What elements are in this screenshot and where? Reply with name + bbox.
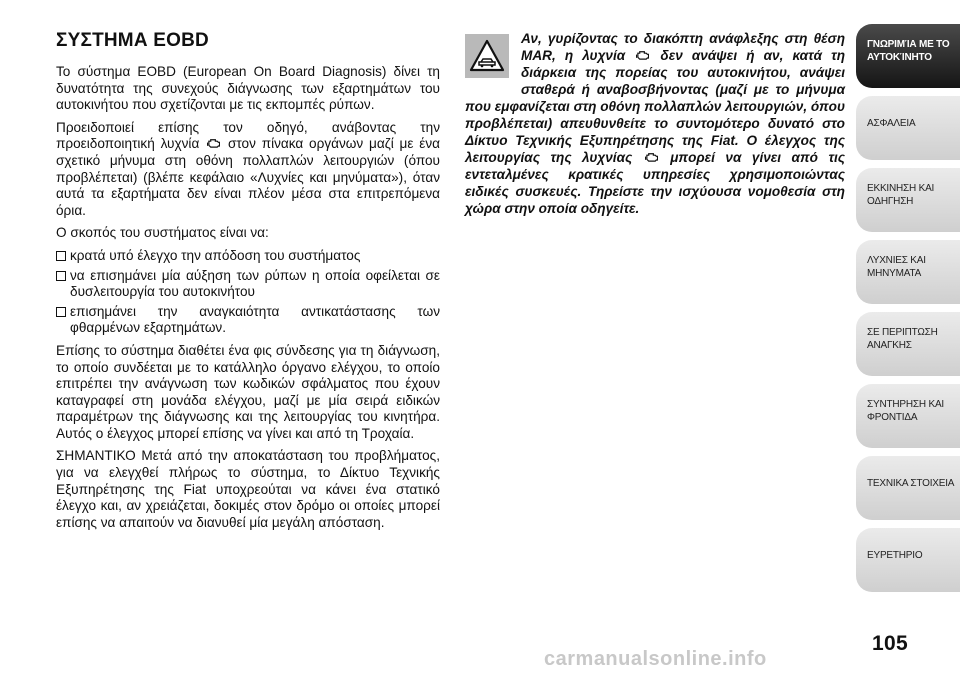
paragraph-purpose: Ο σκοπός του συστήματος είναι να: (56, 225, 269, 241)
checkbox-bullet-icon (56, 271, 66, 281)
list-item: επισημάνει την αναγκαιότητα αντικατάστασης των φθαρμένων εξαρτημάτων. (56, 304, 440, 337)
list-item: κρατά υπό έλεγχο την απόδοση του συστήματος (56, 248, 440, 265)
engine-warning-icon (207, 138, 220, 149)
main-text-column (56, 22, 440, 537)
paragraph-intro: Το σύστημα EOBD (European On Board Diagnosis) δίνει τη δυνατότητα της συνεχούς διάγνωσης των εξαρτημάτων του αυτοκινήτου που σχετίζονται με τις εκπομπές ρύπων. (56, 64, 440, 113)
checkbox-bullet-icon (56, 307, 66, 317)
warning-triangle-car-icon (465, 34, 509, 78)
paragraph-text: Προειδοποιεί επίσης τον οδηγό, ανάβοντας την προειδοποιητική λυχνία (56, 119, 440, 152)
tab-starting-and-driving[interactable]: ΕΚΚΙΝΗΣΗ ΚΑΙ ΟΔΗΓΗΣΗ (856, 168, 960, 232)
tab-warning-lights-and-messages[interactable]: ΛΥΧΝΙΕΣ ΚΑΙ ΜΗΝΥΜΑΤΑ (856, 240, 960, 304)
tab-safety[interactable]: ΑΣΦΑΛΕΙΑ (856, 96, 960, 160)
tab-maintenance-and-care[interactable]: ΣΥΝΤΗΡΗΣΗ ΚΑΙ ΦΡΟΝΤΙΔΑ (856, 384, 960, 448)
section-title: ΣΥΣΤΗΜΑ EOBD (56, 30, 209, 51)
tab-technical-specifications[interactable]: ΤΕΧΝΙΚΑ ΣΤΟΙΧΕΙΑ (856, 456, 960, 520)
watermark: carmanualsonline.info (544, 648, 767, 670)
warning-text: Αν, γυρίζοντας το διακόπτη ανάφλεξης στη θέση MAR, η λυχνία δεν ανάψει ή αν, κατά τη διάρκεια της πορείας του αυτοκινήτου, ανάψει σταθερά ή αναβοσβήνοντας (μαζί με το μήνυμα που εμφανίζεται στη οθόνη πολλαπλών λειτουργιών, όπου προβλέπεται) απευθυνθείτε το συντομότερο δυνατό στο Δίκτυο Τεχνικής Εξυπηρέτησης της Fiat. Ο έλεγχος της λειτουργίας της λυχνίας μπορεί να γίνει από τις εντεταλμένες κρατικές υπηρεσίες χρησιμοποιώντας ειδικές συσκευές. Τηρείστε την ισχύουσα νομοθεσία στη χώρα στην οποία οδηγείτε. (465, 31, 846, 216)
chapter-tabs (856, 24, 960, 600)
paragraph-important: ΣΗΜΑΝΤΙΚΟ Μετά από την αποκατάσταση του προβλήματος, για να ελεγχθεί πλήρως το σύστημα, το Δίκτυο Τεχνικής Εξυπηρέτησης της Fiat υποχρεούται να κάνει ένα στατικό έλεγχο και, αν χρειάζεται, δοκιμές στον δρόμο οι οποίες μπορεί επίσης να απαιτούν να διανυθεί μία μεγάλη απόσταση. (56, 448, 440, 530)
tab-index[interactable]: ΕΥΡΕΤΗΡΙΟ (856, 528, 960, 592)
engine-warning-icon (636, 50, 649, 61)
warning-box (465, 30, 845, 217)
paragraph-text: στον πίνακα οργάνων μαζί με ένα σχετικό μήνυμα στη οθόνη πολλαπλών λειτουργιών (όπου προβλέπεται) (βλέπε κεφάλαιο «Λυχνίες και μηνύματα»), όταν αυτά τα εξαρτήματα δεν είναι πλέον μέσα στα επιτρεπόμενα όρια. (56, 136, 440, 218)
tab-getting-to-know-the-car[interactable]: ΓΝΩΡΙΜΊΑ ΜΕ ΤΟ ΑΥΤΟΚΊΝΗΤΟ (856, 24, 960, 88)
purpose-list (56, 248, 440, 337)
engine-warning-icon (645, 152, 658, 163)
checkbox-bullet-icon (56, 251, 66, 261)
tab-emergency[interactable]: ΣΕ ΠΕΡΙΠΤΩΣΗ ΑΝΑΓΚΗΣ (856, 312, 960, 376)
list-item: να επισημάνει μία αύξηση των ρύπων η οποία οφείλεται σε δυσλειτουργία του αυτοκινήτου (56, 268, 440, 301)
page-number: 105 (872, 632, 908, 655)
paragraph-warning-lamp (56, 120, 440, 220)
paragraph-diagnosis-socket: Επίσης το σύστημα διαθέτει ένα φις σύνδεσης για τη διάγνωση, το οποίο συνδέεται με το κατάλληλο όργανο ελέγχου, το οποίο επιτρέπει την ανάγνωση των κωδικών σφάλματος που έχουν καταγραφεί στη μονάδα ελέγχου, μαζί με μία σειρά ειδικών παραμέτρων της διάγνωσης και της λειτουργίας του κινητήρα. Αυτός ο έλεγχος μπορεί επίσης να γίνει και από τη Τροχαία. (56, 342, 440, 441)
